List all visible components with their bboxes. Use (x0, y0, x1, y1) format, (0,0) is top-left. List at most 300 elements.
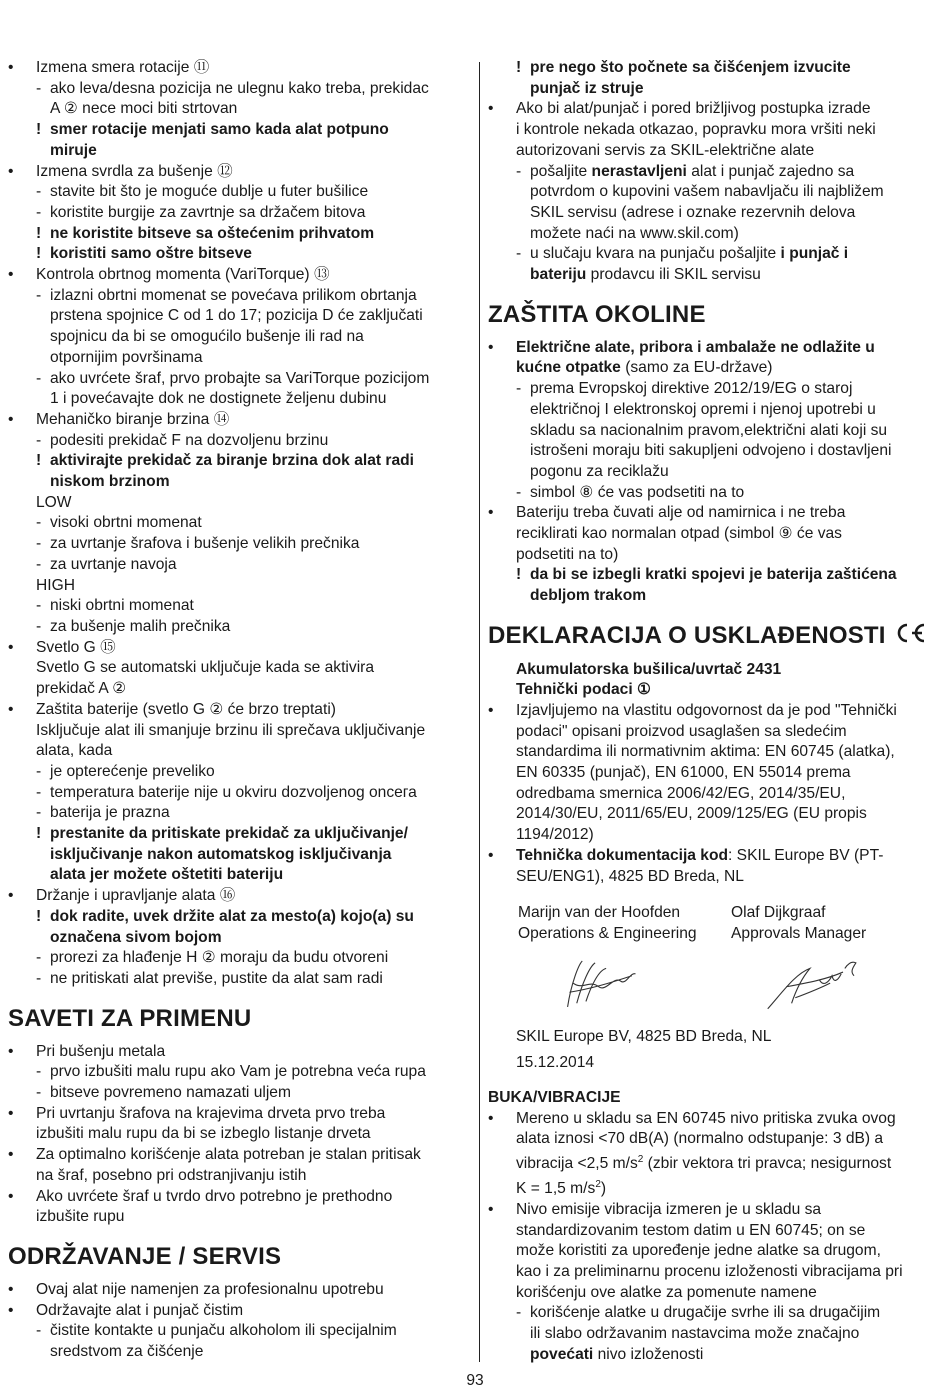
bullet-icon: • (8, 1104, 14, 1122)
dash-marker: - (36, 1084, 42, 1102)
line-text: Ovaj alat nije namenjen za profesionalnu upotrebu (36, 1280, 384, 1298)
line-text: kao i za preliminarnu procenu izloženosti vibracijama pri (516, 1263, 903, 1281)
bullet-item (8, 1187, 470, 1208)
text-part: u slučaju kvara na punjaču pošaljite (530, 245, 781, 263)
text-line (488, 545, 944, 566)
dash-item (8, 1083, 470, 1104)
signatory-name: Olaf Dijkgraaf (731, 904, 826, 922)
warning-item (488, 58, 944, 79)
bullet-icon: • (8, 1146, 14, 1164)
line-text: ako uvrćete šraf, prvo probajte sa VariTorque pozicijom (50, 369, 430, 387)
signature-scribble-2 (731, 953, 944, 1015)
line-text: označena sivom bojom (50, 928, 222, 946)
line-text: Nivo emisije vibracija izmeren je u skladu sa (516, 1200, 822, 1218)
text-line (488, 1324, 944, 1345)
text-line (488, 1027, 944, 1048)
text-line (488, 825, 944, 846)
line-text: niski obrtni momenat (50, 597, 194, 615)
line-text: prekidač A ② (36, 680, 127, 698)
dash-item (488, 379, 944, 400)
warning-icon: ! (516, 566, 522, 584)
line-text: Ako bi alat/punjač i pored brižljivog postupka izrade (516, 100, 871, 118)
text-part: alat i punjač zajedno sa (686, 162, 855, 180)
line-text: podaci" opisani proizvod usaglašen sa sledećim (516, 722, 847, 740)
line-text: pogonu za reciklažu (530, 462, 669, 480)
line-text: izbušite rupu (36, 1208, 125, 1226)
line-text: sredstvom za čišćenje (50, 1343, 204, 1361)
line-text: stavite bit što je moguće dublje u futer bušilice (50, 183, 369, 201)
line-text: čistite kontakte u punjaču alkoholom ili specijalnim (50, 1322, 397, 1340)
line-text: može koristiti za upoređenje jedne alatke sa drugom, (516, 1242, 881, 1260)
line-text: i kontrole nekada otkazao, popravku mora vršiti neki (516, 121, 876, 139)
signatory-title: Operations & Engineering (518, 924, 697, 942)
line-text: standardizovanim testom datim u EN 60745; on se (516, 1221, 866, 1239)
text-line (488, 182, 944, 203)
bullet-item (488, 99, 944, 120)
text-line (8, 741, 470, 762)
line-text: punjač iz struje (530, 79, 644, 97)
line-text: potvrdom o kupovini vašem nabavljaču ili najbližem (530, 183, 884, 201)
line-text (516, 162, 854, 183)
bullet-item (8, 1042, 470, 1063)
warning-item (8, 244, 470, 265)
line-text: autorizovani servis za SKIL-električne alate (516, 141, 815, 159)
line-text: EN 60335 (punjač), EN 61000, EN 55014 prema (516, 764, 851, 782)
dash-marker: - (36, 783, 42, 801)
line-text: prstena spojnice C od 1 do 17; pozicija D će zaključati (50, 307, 423, 325)
text-line (8, 721, 470, 742)
warning-icon: ! (36, 121, 42, 139)
text-part: (zbir vektora tri pravca; nesigurnost (643, 1155, 892, 1173)
right-column (488, 58, 944, 1366)
text-part: kućne otpatke (516, 359, 621, 377)
dash-marker: - (516, 1304, 522, 1322)
line-text: odredbama smernica 2006/42/EG, 2014/35/EU, (516, 784, 846, 802)
dash-item (8, 286, 470, 307)
line-text: Svetlo G se automatski uključuje kada se aktivira (36, 659, 375, 677)
dash-marker: - (36, 369, 42, 387)
bullet-item (8, 265, 470, 286)
line-text: podsetiti na to) (516, 545, 619, 563)
dash-item (8, 1321, 470, 1342)
dash-item (8, 783, 470, 804)
line-text (516, 847, 883, 864)
text-part: nivo izloženosti (593, 1345, 704, 1363)
line-text: koristiti samo oštre bitseve (50, 245, 252, 263)
section-heading-text: DEKLARACIJA O USKLAĐENOSTI (488, 621, 886, 649)
text-line (488, 441, 944, 462)
page-number: 93 (466, 1372, 484, 1389)
line-text: Pri uvrtanju šrafova na krajevima drveta prvo treba (36, 1104, 386, 1122)
line-text: ne koristite bitseve sa oštećenim prihvatom (50, 224, 375, 242)
line-text: izlazni obrtni momenat se povećava prilikom obrtanja (50, 286, 417, 304)
text-part: 2 (637, 1154, 644, 1166)
line-text: podesiti prekidač F na dozvoljenu brzinu (50, 431, 329, 449)
bullet-item (488, 701, 944, 722)
dash-marker: - (36, 1322, 42, 1340)
dash-marker: - (36, 535, 42, 553)
left-column (8, 58, 470, 1363)
bullet-icon: • (8, 59, 14, 76)
line-text: SKIL Europe BV, 4825 BD Breda, NL (516, 1027, 772, 1045)
signature-block (488, 903, 944, 1014)
text-line (488, 1221, 944, 1242)
bullet-icon: • (8, 266, 14, 284)
bullet-item (8, 638, 470, 659)
dash-marker: - (516, 162, 522, 180)
text-part: prodavcu ili SKIL servisu (586, 266, 761, 284)
line-text: ako leva/desna pozicija ne ulegnu kako treba, prekidac (50, 79, 429, 97)
warning-icon: ! (36, 907, 42, 925)
text-line (488, 763, 944, 784)
section-heading-text: SAVETI ZA PRIMENU (8, 1004, 252, 1032)
line-text: niskom brzinom (50, 473, 170, 491)
bullet-item (488, 1200, 944, 1221)
text-line (488, 524, 944, 545)
line-text: Akumulatorska bušilica/uvrtač 2431 (516, 660, 782, 678)
line-text: Mereno u skladu sa EN 60745 nivo pritiska zvuka ovog (516, 1109, 896, 1127)
dash-item (8, 762, 470, 783)
bullet-item (8, 1301, 470, 1322)
bullet-icon: • (488, 100, 494, 118)
dash-marker: - (36, 79, 42, 97)
bullet-item (488, 503, 944, 524)
bullet-item (488, 846, 944, 867)
bullet-item (8, 410, 470, 431)
line-text (516, 339, 875, 356)
bullet-item (8, 700, 470, 721)
text-part: pošaljite (530, 162, 592, 180)
line-text: je opterećenje preveliko (50, 762, 215, 780)
text-line (8, 327, 470, 348)
text-line (8, 679, 470, 700)
warning-line (8, 865, 470, 886)
dash-item (8, 79, 470, 100)
line-text: Izmena smera rotacije ⑪ (36, 59, 210, 76)
bullet-icon: • (8, 410, 14, 428)
line-text: debljom trakom (530, 587, 647, 605)
warning-icon: ! (516, 59, 522, 76)
text-line (488, 1345, 944, 1366)
line-text: za bušenje malih prečnika (50, 617, 231, 635)
line-text: 15.12.2014 (516, 1054, 595, 1072)
dash-item (8, 203, 470, 224)
bullet-item (8, 58, 470, 79)
line-text (530, 266, 761, 283)
line-text: A ② nece moci biti strtovan (50, 100, 238, 118)
warning-item (488, 565, 944, 586)
line-text: isključivanje nakon automatskog isključivanja (50, 845, 392, 863)
text-line (488, 203, 944, 224)
line-text: temperatura baterije nije u okviru dozvoljenog оnсега (50, 783, 417, 801)
date-line (488, 1053, 944, 1074)
bullet-item (8, 1145, 470, 1166)
line-text: alata, kada (36, 742, 113, 760)
line-text: spojnicu da bi se omogućilo bušenje ili rad na (50, 328, 364, 346)
text-part: (samo za EU-države) (620, 359, 773, 377)
text-part: i punjač i (780, 245, 849, 263)
bullet-item (488, 1109, 944, 1130)
line-text: baterija je prazna (50, 804, 170, 822)
dash-item (8, 555, 470, 576)
line-text: možete naći na www.skil.com) (530, 224, 739, 242)
line-text: da bi se izbegli kratki spojevi je baterija zaštićena (530, 566, 897, 584)
warning-icon: ! (36, 245, 42, 263)
line-text: prema Evropskoj direktive 2012/19/EG o staroj (530, 380, 853, 398)
line-text: alata iznosi <70 dB(A) (normalno odstupanje: 3 dB) a (516, 1130, 884, 1148)
line-text: na šraf, posebno pri odstranjivanju istih (36, 1166, 307, 1184)
line-text: Održavajte alat i punjač čistim (36, 1301, 244, 1319)
text-part: 2 (595, 1179, 601, 1191)
text-part: Tehnička dokumentacija kod (516, 846, 729, 864)
line-text: prestanite da pritiskate prekidač za uključivanje/ (50, 825, 408, 843)
dash-marker: - (36, 1063, 42, 1081)
warning-item (8, 224, 470, 245)
line-text: za uvrtanje šrafova i bušenje velikih prečnika (50, 535, 360, 553)
bullet-icon: • (488, 1109, 494, 1127)
signatory-name: Marijn van der Hoofden (518, 904, 681, 922)
dash-marker: - (36, 804, 42, 822)
text-line (8, 1124, 470, 1145)
dash-marker: - (516, 245, 522, 263)
line-text: za uvrtanje navoja (50, 555, 177, 573)
warning-line (488, 586, 944, 607)
line-text: električnoj I elektronskoj opremi i njenoj upotrebi u (530, 400, 876, 418)
line-text: SEU/ENG1), 4825 BD Breda, NL (516, 867, 744, 885)
text-part: bateriju (530, 266, 587, 284)
line-text: alata jer možete oštetiti bateriju (50, 866, 284, 884)
line-text: smer rotacije menjati samo kada alat potpuno (50, 121, 389, 139)
bullet-icon: • (488, 338, 494, 356)
line-text: SKIL servisu (adrese i oznake rezervnih delova (530, 203, 856, 221)
line-text: prvo izbušiti malu rupu ako Vam je potrebna veća rupa (50, 1063, 426, 1081)
signatory-title: Approvals Manager (731, 924, 867, 942)
section-heading (8, 1242, 470, 1272)
dash-marker: - (36, 555, 42, 573)
line-text: prorezi za hlađenje H ② moraju da budu otvoreni (50, 949, 389, 967)
text-line (488, 265, 944, 286)
bullet-icon: • (8, 1301, 14, 1319)
text-part: ) (600, 1180, 607, 1198)
text-line (8, 1342, 470, 1363)
line-text: Držanje i upravljanje alata ⑯ (36, 887, 236, 905)
warning-item (8, 824, 470, 845)
text-line (8, 493, 470, 514)
text-line (488, 784, 944, 805)
text-line (8, 576, 470, 597)
text-line (488, 1129, 944, 1150)
warning-line (8, 141, 470, 162)
dash-marker: - (36, 762, 42, 780)
dash-marker: - (36, 286, 42, 304)
text-line (488, 421, 944, 442)
bullet-icon: • (8, 1187, 14, 1205)
bullet-icon: • (8, 700, 14, 718)
line-text: Tehnički podaci ① (516, 681, 651, 699)
signature-scribble-1 (518, 953, 731, 1015)
subsection-heading: BUKA/VIBRACIJE (488, 1089, 621, 1107)
dash-marker: - (36, 183, 42, 201)
warning-item (8, 451, 470, 472)
text-part: Električne alate, pribora i ambalaže ne odlažite u (516, 338, 875, 356)
dash-marker: - (36, 597, 42, 615)
text-line (488, 804, 944, 825)
column-divider (479, 62, 480, 1362)
bullet-icon: • (8, 638, 14, 656)
line-text: LOW (36, 493, 72, 511)
text-line (488, 462, 944, 483)
dash-item (8, 369, 470, 390)
bullet-item (488, 338, 944, 359)
text-part: vibracija <2,5 m/s (516, 1155, 638, 1173)
line-text: istrošeni moraju biti sakupljeni odvojeno i dostavljeni (530, 442, 892, 460)
section-heading-text: ODRŽAVANJE / SERVIS (8, 1242, 282, 1270)
warning-line (8, 845, 470, 866)
line-text: visoki obrtni momenat (50, 514, 202, 532)
line-text: Kontrola obrtnog momenta (VariTorque) ⑬ (36, 266, 330, 284)
text-part: K = 1,5 m/s (516, 1180, 596, 1198)
bullet-icon: • (8, 162, 14, 180)
bullet-icon: • (488, 701, 494, 719)
dash-marker: - (36, 514, 42, 532)
line-text: Zaštita baterije (svetlo G ② će brzo treptati) (36, 700, 336, 718)
warning-item (8, 120, 470, 141)
line-text: Za optimalno korišćenje alata potreban je stalan pritisak (36, 1146, 421, 1164)
line-text: dok radite, uvek držite alat za mesto(a) kojo(a) su (50, 907, 414, 925)
line-text: HIGH (36, 576, 75, 594)
warning-line (488, 79, 944, 100)
text-line (488, 742, 944, 763)
section-heading-text: ZAŠTITA OKOLINE (488, 300, 706, 328)
line-text: 2014/30/EU, 2011/65/EU, 2009/125/EG (EU propis (516, 805, 867, 823)
bullet-icon: • (488, 846, 494, 864)
bullet-item (8, 162, 470, 183)
dash-item (8, 1062, 470, 1083)
dash-item (488, 244, 944, 265)
line-text: 1194/2012) (516, 826, 594, 844)
line-text: Pri bušenju metala (36, 1042, 166, 1060)
line-text: reciklirati kao normalan otpad (simbol ⑨ će vas (516, 525, 842, 543)
bullet-item (8, 1104, 470, 1125)
text-line (488, 1150, 944, 1175)
line-text: korišćenju ove alatke za pomenute namene (516, 1283, 817, 1301)
section-heading (488, 621, 944, 652)
line-text (516, 1155, 891, 1172)
bullet-icon: • (488, 1200, 494, 1218)
dash-marker: - (36, 431, 42, 449)
text-part: nerastavljeni (591, 162, 687, 180)
dash-item (8, 617, 470, 638)
warning-icon: ! (36, 452, 42, 470)
warning-line (8, 472, 470, 493)
bullet-icon: • (8, 1280, 14, 1298)
line-text: simbol ⑧ će vas podsetiti na to (530, 483, 745, 501)
warning-line (8, 928, 470, 949)
bullet-item (8, 886, 470, 907)
text-line (488, 1262, 944, 1283)
bullet-icon: • (488, 504, 494, 522)
text-line (488, 141, 944, 162)
line-text: 1 i povećavajte dok ne dostignete željenu dubinu (50, 390, 387, 408)
text-line (488, 1283, 944, 1304)
line-text: ne pritiskati alat previše, pustite da alat sam radi (50, 969, 383, 987)
text-line (488, 224, 944, 245)
line-text: skladu sa nacionalnim pravom,električni alati koji su (530, 421, 888, 439)
line-text: ili slabo održavanim nastavcima može značajno (530, 1325, 860, 1343)
dash-item (8, 431, 470, 452)
dash-item (8, 513, 470, 534)
dash-item (8, 596, 470, 617)
dash-item (8, 534, 470, 555)
line-text: standardima ili normativnim aktima: EN 60745 (alatka), (516, 743, 895, 761)
text-line (8, 99, 470, 120)
bullet-icon: • (8, 1042, 14, 1060)
text-line (488, 358, 944, 379)
line-text: korišćenje alatke u drugačije svrhe ili sa drugačijim (530, 1304, 881, 1322)
text-part: : SKIL Europe BV (PT- (728, 846, 884, 864)
text-line (488, 660, 944, 681)
dash-marker: - (36, 969, 42, 987)
text-line (488, 1241, 944, 1262)
line-text (516, 359, 773, 376)
line-text: Ako uvrćete šraf u tvrdo drvo potrebno je prethodno (36, 1187, 393, 1205)
dash-item (8, 948, 470, 969)
line-text: aktivirajte prekidač za biranje brzina dok alat radi (50, 452, 414, 470)
text-line (8, 1207, 470, 1228)
dash-marker: - (36, 617, 42, 635)
dash-item (8, 803, 470, 824)
text-line (488, 120, 944, 141)
section-heading (488, 300, 944, 330)
line-text: Mehaničko biranje brzina ⑭ (36, 410, 230, 428)
line-text: pre nego što počnete sa čišćenjem izvucite (530, 59, 851, 76)
section-heading (8, 1004, 470, 1034)
line-text: Svetlo G ⑮ (36, 638, 116, 656)
line-text: koristite burgije za zavrtnje sa držačem bitova (50, 203, 366, 221)
line-text: Izjavljujemo na vlastitu odgovornost da je pod "Tehnički (516, 701, 897, 719)
text-line (488, 722, 944, 743)
text-line (8, 306, 470, 327)
dash-item (8, 182, 470, 203)
text-line (8, 348, 470, 369)
text-part: povećati (530, 1345, 594, 1363)
text-line (488, 400, 944, 421)
text-line (8, 1166, 470, 1187)
dash-marker: - (36, 203, 42, 221)
line-text: Isključuje alat ili smanjuje brzinu ili sprečava uključivanje (36, 721, 426, 739)
text-line (488, 680, 944, 701)
line-text (530, 1346, 703, 1363)
bullet-icon: • (8, 887, 14, 905)
line-text: otpornijim površinama (50, 348, 203, 366)
dash-item (488, 1303, 944, 1324)
ce-mark-icon (892, 622, 926, 652)
line-text (516, 1180, 606, 1197)
text-line (8, 658, 470, 679)
dash-marker: - (516, 380, 522, 398)
dash-marker: - (516, 483, 522, 501)
line-text: Bateriju treba čuvati alje od namirnica i ne treba (516, 504, 846, 522)
text-line (8, 389, 470, 410)
warning-item (8, 907, 470, 928)
dash-item (488, 483, 944, 504)
line-text: izbušiti malu rupu da bi se izbeglo listanje drveta (36, 1125, 371, 1143)
warning-icon: ! (36, 224, 42, 242)
line-text: Izmena svrdla za bušenje ⑫ (36, 162, 233, 180)
dash-marker: - (36, 949, 42, 967)
dash-item (8, 969, 470, 990)
dash-item (488, 162, 944, 183)
